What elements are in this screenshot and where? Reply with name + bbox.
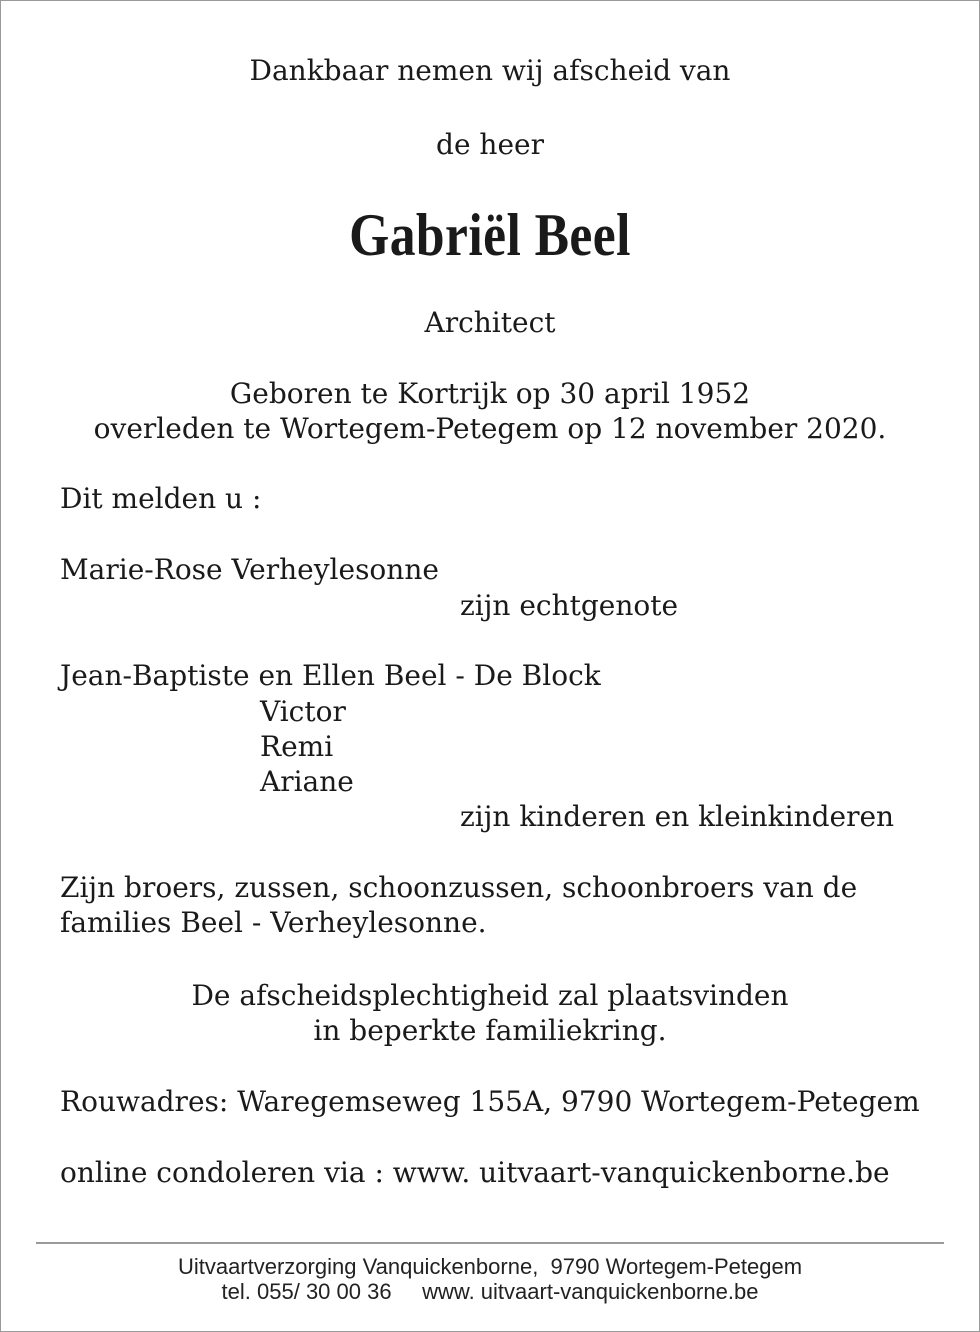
grandchild-name: Ariane	[260, 765, 354, 798]
footer-line-2: tel. 055/ 30 00 36 www. uitvaart-vanquickenborne.be	[221, 1279, 759, 1304]
salutation: de heer	[436, 128, 544, 161]
children-names: Jean-Baptiste en Ellen Beel - De Block	[60, 659, 601, 692]
children-relation: zijn kinderen en kleinkinderen	[460, 800, 895, 833]
ceremony-line-2: in beperkte familiekring.	[313, 1014, 667, 1047]
footer-line-1: Uitvaartverzorging Vanquickenborne, 9790 Wortegem-Petegem	[177, 1254, 803, 1279]
spouse-name: Marie-Rose Verheylesonne	[60, 553, 439, 586]
deceased-name: Gabriël Beel	[349, 202, 631, 268]
announce-text: Dit melden u :	[60, 482, 262, 515]
grandchild-name: Remi	[260, 730, 334, 763]
spouse-relation: zijn echtgenote	[460, 589, 679, 622]
ceremony-line-1: De afscheidsplechtigheid zal plaatsvinden	[191, 979, 789, 1012]
birth-line: Geboren te Kortrijk op 30 april 1952	[229, 377, 751, 410]
profession: Architect	[424, 306, 556, 339]
siblings-line-2: families Beel - Verheylesonne.	[60, 906, 487, 939]
mourning-address: Rouwadres: Waregemseweg 155A, 9790 Wortegem-Petegem	[60, 1085, 920, 1118]
siblings-line-1: Zijn broers, zussen, schoonzussen, schoonbroers van de	[60, 871, 858, 904]
grandchild-name: Victor	[260, 695, 346, 728]
intro-text: Dankbaar nemen wij afscheid van	[249, 54, 731, 87]
footer-divider	[36, 1242, 944, 1244]
death-line: overleden te Wortegem-Petegem op 12 november 2020.	[93, 412, 887, 445]
online-condolence: online condoleren via : www. uitvaart-vanquickenborne.be	[60, 1156, 890, 1189]
